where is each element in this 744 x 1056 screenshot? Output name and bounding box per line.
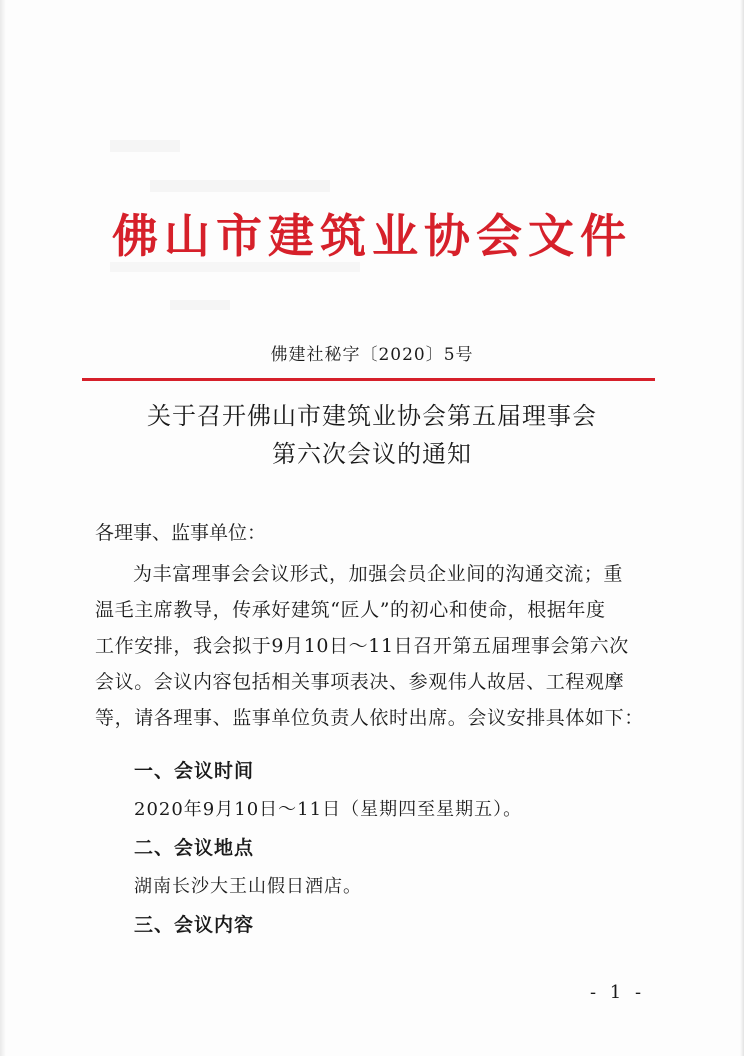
paragraph-line: 工作安排，我会拟于9月10日～11日召开第五届理事会第六次 [95, 635, 629, 657]
intro-paragraph [95, 556, 655, 736]
section-text-time: 2020年9月10日～11日（星期四至星期五）。 [134, 799, 523, 820]
page-number: - 1 - [590, 982, 646, 1003]
show-through-mark [170, 300, 230, 310]
document-header-title: 佛山市建筑业协会文件 [112, 209, 632, 263]
section-heading-place: 二、会议地点 [134, 837, 255, 859]
salutation: 各理事、监事单位： [95, 522, 267, 544]
paragraph-line: 会议。会议内容包括相关事项表决、参观伟人故居、工程观摩 [95, 671, 625, 693]
show-through-mark [110, 140, 180, 152]
header-divider [82, 378, 655, 381]
show-through-mark [150, 180, 330, 192]
paragraph-line: 等，请各理事、监事单位负责人依时出席。会议安排具体如下： [95, 707, 644, 729]
notice-title [60, 397, 684, 473]
right-edge-shadow [740, 0, 744, 1056]
notice-title-line-1: 关于召开佛山市建筑业协会第五届理事会 [147, 402, 597, 430]
section-text-place: 湖南长沙大王山假日酒店。 [134, 876, 362, 897]
notice-title-line-2: 第六次会议的通知 [272, 440, 472, 468]
paragraph-line: 为丰富理事会会议形式，加强会员企业间的沟通交流；重 [133, 563, 624, 585]
section-heading-content: 三、会议内容 [134, 914, 255, 936]
paragraph-line: 温毛主席教导，传承好建筑“匠人”的初心和使命，根据年度 [95, 599, 606, 621]
section-heading-time: 一、会议时间 [134, 760, 255, 782]
left-edge-shadow [0, 0, 6, 1056]
document-number: 佛建社秘字〔2020〕5号 [270, 345, 474, 365]
